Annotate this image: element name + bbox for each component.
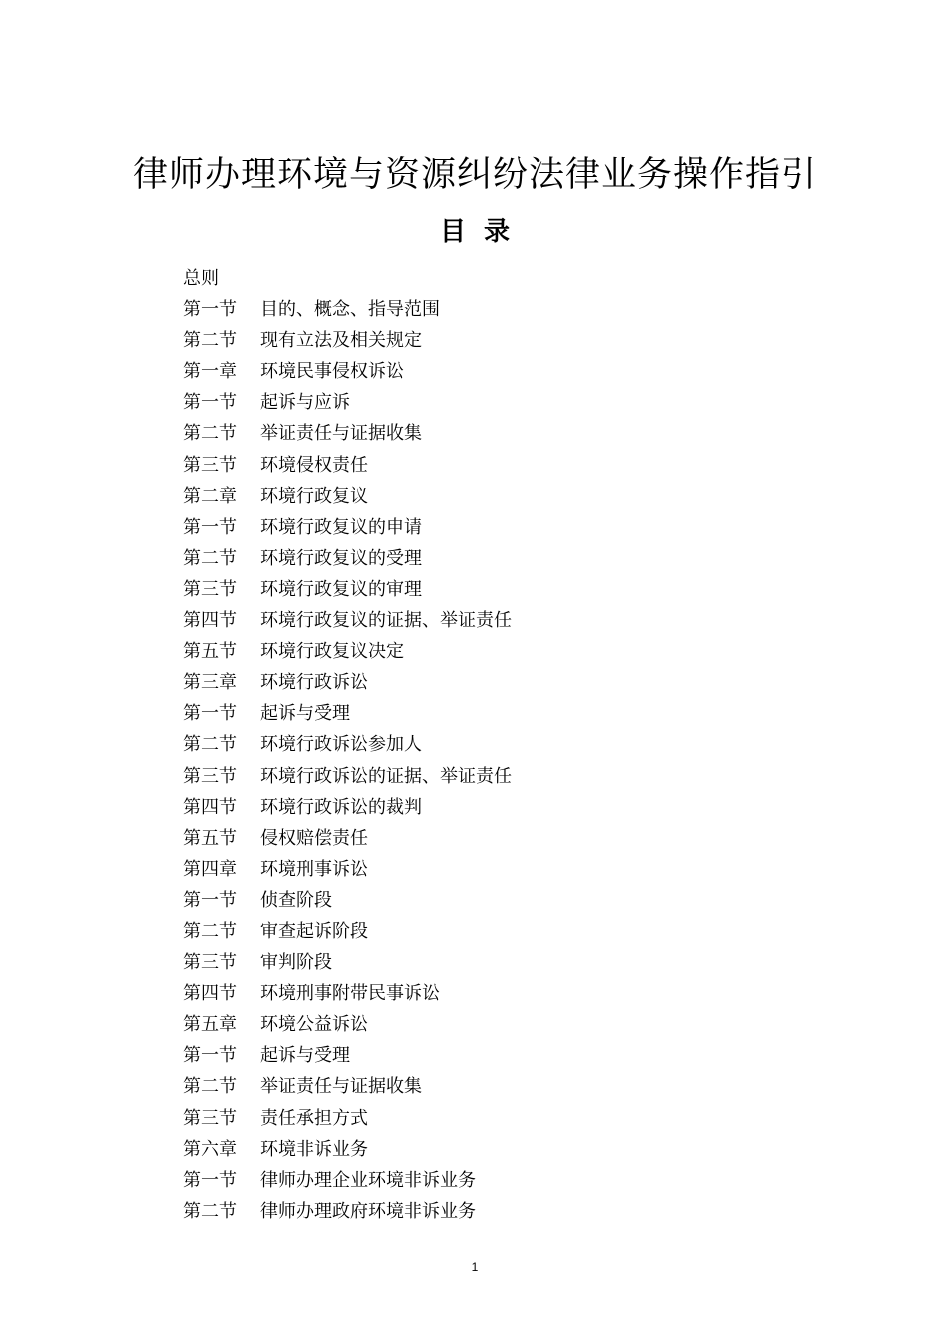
toc-item-text: 起诉与受理	[260, 703, 350, 725]
toc-item-label: 第六章	[183, 1138, 237, 1160]
toc-item[interactable]	[183, 1196, 512, 1227]
toc-item[interactable]	[183, 761, 512, 792]
toc-item-text: 举证责任与证据收集	[260, 1076, 422, 1098]
toc-item[interactable]	[183, 854, 512, 885]
toc-item-text: 环境行政复议的证据、举证责任	[260, 610, 512, 632]
toc-item-label: 第二节	[183, 1200, 237, 1222]
toc-item-label: 第一节	[183, 889, 237, 911]
toc-item-label: 第一节	[183, 299, 237, 321]
toc-item-text: 环境行政诉讼参加人	[260, 734, 422, 756]
toc-item-text: 审查起诉阶段	[260, 920, 368, 942]
toc-item[interactable]	[183, 792, 512, 823]
toc-item[interactable]	[183, 481, 512, 512]
toc-item-text: 起诉与应诉	[260, 392, 350, 414]
toc-item[interactable]	[183, 387, 512, 418]
toc-item[interactable]	[183, 543, 512, 574]
toc-item[interactable]	[183, 947, 512, 978]
toc-item-label: 第二节	[183, 330, 237, 352]
toc-item[interactable]	[183, 729, 512, 760]
toc-item-label: 第五章	[183, 1014, 237, 1036]
toc-item-label: 第一节	[183, 392, 237, 414]
toc-item[interactable]	[183, 636, 512, 667]
toc-item-label: 第一节	[183, 516, 237, 538]
toc-item-label: 第四节	[183, 983, 237, 1005]
toc-item[interactable]	[183, 574, 512, 605]
toc-item[interactable]	[183, 1071, 512, 1102]
toc-item[interactable]	[183, 1009, 512, 1040]
toc-item-label: 第二节	[183, 547, 237, 569]
toc-item[interactable]	[183, 512, 512, 543]
toc-item-text: 环境行政复议的受理	[260, 547, 422, 569]
toc-item-label: 第三节	[183, 765, 237, 787]
toc-item[interactable]	[183, 325, 512, 356]
page-number: 1	[471, 1260, 479, 1274]
toc-item-label: 第三节	[183, 578, 237, 600]
toc-item[interactable]	[183, 263, 512, 294]
toc-item-label: 第一节	[183, 703, 237, 725]
toc-item-label: 第五节	[183, 827, 237, 849]
toc-item[interactable]	[183, 356, 512, 387]
toc-item-text: 举证责任与证据收集	[260, 423, 422, 445]
toc-item-text: 侵权赔偿责任	[260, 827, 368, 849]
toc-item-text: 律师办理企业环境非诉业务	[260, 1169, 476, 1191]
toc-item-text: 环境行政复议决定	[260, 641, 404, 663]
toc-item-label: 第三节	[183, 952, 237, 974]
toc-item[interactable]	[183, 1134, 512, 1165]
toc-item-text: 审判阶段	[260, 952, 332, 974]
toc-item-text: 现有立法及相关规定	[260, 330, 422, 352]
toc-item-text: 目的、概念、指导范围	[260, 299, 440, 321]
toc-heading: 目 录	[439, 217, 511, 247]
toc-item-label: 第五节	[183, 641, 237, 663]
toc-item-text: 环境公益诉讼	[260, 1014, 368, 1036]
toc-item[interactable]	[183, 1103, 512, 1134]
toc-item[interactable]	[183, 450, 512, 481]
toc-item-label: 第二节	[183, 920, 237, 942]
toc-item-label: 第二章	[183, 485, 237, 507]
toc-item[interactable]	[183, 885, 512, 916]
toc-item-label: 第三节	[183, 1107, 237, 1129]
toc-item[interactable]	[183, 667, 512, 698]
toc-item-label: 总则	[183, 268, 219, 289]
toc-item-text: 环境行政复议的审理	[260, 578, 422, 600]
toc-item-text: 环境非诉业务	[260, 1138, 368, 1160]
toc-item[interactable]	[183, 1040, 512, 1071]
toc-item-label: 第三节	[183, 454, 237, 476]
toc-item-text: 环境刑事附带民事诉讼	[260, 983, 440, 1005]
toc-item-text: 环境行政诉讼	[260, 672, 368, 694]
toc-item-label: 第四节	[183, 796, 237, 818]
document-title: 律师办理环境与资源纠纷法律业务操作指引	[132, 155, 817, 195]
toc-item-text: 环境行政诉讼的裁判	[260, 796, 422, 818]
toc-item-text: 环境行政诉讼的证据、举证责任	[260, 765, 512, 787]
toc-item-text: 环境行政复议	[260, 485, 368, 507]
toc-item-label: 第三章	[183, 672, 237, 694]
toc-item[interactable]	[183, 418, 512, 449]
toc-item-text: 律师办理政府环境非诉业务	[260, 1200, 476, 1222]
toc-item[interactable]	[183, 698, 512, 729]
toc-item[interactable]	[183, 1165, 512, 1196]
toc-item-text: 环境侵权责任	[260, 454, 368, 476]
toc-item-text: 责任承担方式	[260, 1107, 368, 1129]
toc-item-text: 环境刑事诉讼	[260, 858, 368, 880]
toc-item[interactable]	[183, 978, 512, 1009]
toc-item-text: 起诉与受理	[260, 1045, 350, 1067]
toc-item-label: 第二节	[183, 1076, 237, 1098]
toc-item-text: 环境行政复议的申请	[260, 516, 422, 538]
table-of-contents	[183, 263, 512, 1227]
toc-item-label: 第一章	[183, 361, 237, 383]
toc-item-text: 环境民事侵权诉讼	[260, 361, 404, 383]
toc-item-text: 侦查阶段	[260, 889, 332, 911]
toc-item-label: 第二节	[183, 423, 237, 445]
toc-item[interactable]	[183, 605, 512, 636]
toc-item-label: 第四章	[183, 858, 237, 880]
toc-item-label: 第二节	[183, 734, 237, 756]
toc-item-label: 第一节	[183, 1169, 237, 1191]
toc-item[interactable]	[183, 916, 512, 947]
toc-item-label: 第一节	[183, 1045, 237, 1067]
toc-item[interactable]	[183, 294, 512, 325]
toc-item-label: 第四节	[183, 610, 237, 632]
toc-item[interactable]	[183, 823, 512, 854]
